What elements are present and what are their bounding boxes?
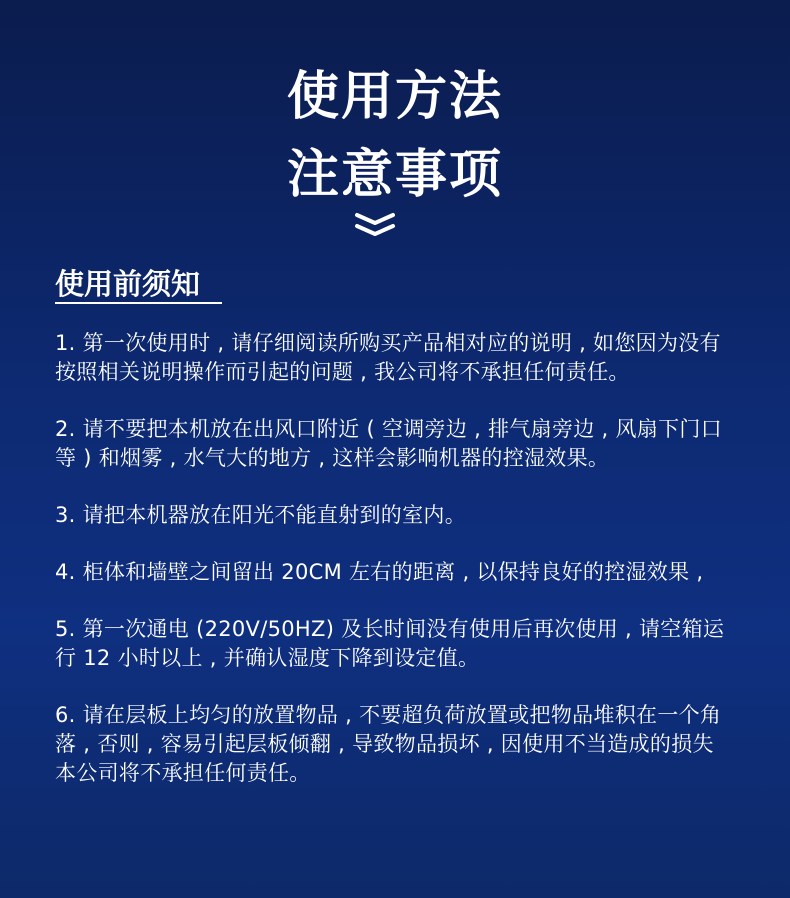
section-heading: 使用前须知 [55, 267, 201, 301]
list-item: 6. 请在层板上均匀的放置物品 , 不要超负荷放置或把物品堆积在一个角落 , 否则 , 容易引起层板倾翻 , 导致物品损坏 , 因使用不当造成的损失本公司将不承担任何责任。 [55, 703, 722, 785]
double-chevron-down-icon [353, 212, 397, 238]
page-title-precautions: 注意事项 [286, 145, 503, 205]
page-title-usage: 使用方法 [286, 67, 503, 127]
list-item: 3. 请把本机器放在阳光不能直射到的室内。 [55, 503, 467, 527]
list-item: 4. 柜体和墙壁之间留出 20CM 左右的距离 , 以保持良好的控湿效果 , [55, 560, 704, 584]
list-item: 5. 第一次通电 (220V/50HZ) 及长时间没有使用后再次使用 , 请空箱运行 12 小时以上 , 并确认湿度下降到设定值。 [55, 617, 725, 670]
section-heading-underline [55, 302, 222, 304]
list-item: 1. 第一次使用时 , 请仔细阅读所购买产品相对应的说明 , 如您因为没有按照相关说明操作而引起的问题 , 我公司将不承担任何责任。 [55, 331, 721, 384]
list-item: 2. 请不要把本机放在出风口附近 ( 空调旁边 , 排气扇旁边 , 风扇下门口等 ) 和烟雾 , 水气大的地方 , 这样会影响机器的控湿效果。 [55, 417, 723, 470]
precautions-list [55, 329, 735, 816]
